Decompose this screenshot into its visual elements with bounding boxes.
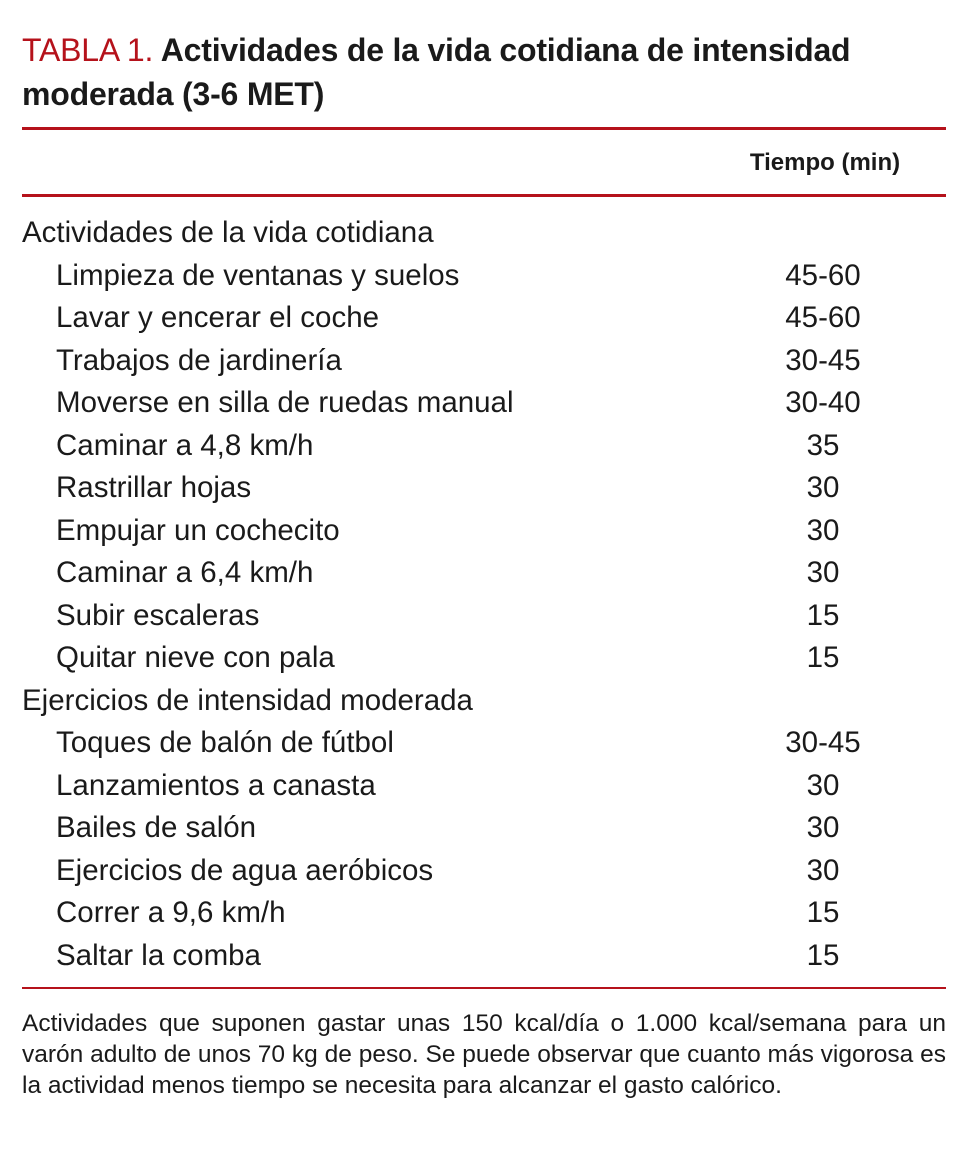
activity-time: 15 <box>806 641 840 674</box>
column-header-time: Tiempo (min) <box>749 149 901 176</box>
activity-name: Ejercicios de agua aeróbicos <box>56 853 434 887</box>
activity-name: Lanzamientos a canasta <box>56 768 376 802</box>
activity-time: 30-45 <box>785 726 861 759</box>
table-row <box>22 765 946 808</box>
table-row <box>22 637 946 680</box>
group-heading-daily-activities <box>22 212 946 255</box>
activity-time: 30-45 <box>785 343 861 377</box>
activity-time: 30 <box>806 471 840 504</box>
table-row <box>22 935 946 978</box>
activity-time: 15 <box>806 598 840 632</box>
activity-name: Saltar la comba <box>56 938 261 972</box>
table-title <box>22 28 922 116</box>
table-row <box>22 552 946 595</box>
group-heading-moderate-exercises <box>22 680 946 723</box>
activity-time: 30 <box>806 768 840 802</box>
table-row <box>22 467 946 510</box>
table-row <box>22 722 946 765</box>
bottom-rule <box>22 987 946 989</box>
activity-time: 45-60 <box>785 258 861 292</box>
table-label: TABLA 1. <box>22 32 154 68</box>
table-row <box>22 382 946 425</box>
table-body <box>22 212 946 977</box>
group-heading-label: Ejercicios de intensidad moderada <box>22 683 473 717</box>
table-row <box>22 595 946 638</box>
activity-time: 15 <box>806 938 840 972</box>
activity-name: Correr a 9,6 km/h <box>56 896 286 929</box>
table-row <box>22 255 946 298</box>
activity-time: 30 <box>806 853 840 887</box>
activity-time: 15 <box>806 896 840 929</box>
activity-name: Rastrillar hojas <box>56 471 252 504</box>
activity-name: Moverse en silla de ruedas manual <box>56 386 514 419</box>
table-row <box>22 340 946 383</box>
group-heading-label: Actividades de la vida cotidiana <box>22 216 434 249</box>
table-row <box>22 892 946 935</box>
activity-time: 45-60 <box>785 301 861 334</box>
table-row <box>22 807 946 850</box>
activity-name: Caminar a 6,4 km/h <box>56 556 314 589</box>
activity-time: 30 <box>806 556 840 589</box>
table-row <box>22 297 946 340</box>
activity-name: Toques de balón de fútbol <box>56 726 394 759</box>
table-title-text: Actividades de la vida cotidiana de intensidad moderada (3-6 MET) <box>22 32 851 112</box>
activity-name: Limpieza de ventanas y suelos <box>56 258 460 292</box>
table-row <box>22 425 946 468</box>
activity-name: Subir escaleras <box>56 598 260 632</box>
activity-time: 30-40 <box>785 386 861 419</box>
activity-name: Caminar a 4,8 km/h <box>56 428 314 462</box>
activity-name: Bailes de salón <box>56 811 257 844</box>
top-rule <box>22 127 946 130</box>
activity-time: 30 <box>806 811 840 844</box>
table-footnote: Actividades que suponen gastar unas 150 kcal/día o 1.000 kcal/semana para un varón adulto de unos 70 kg de peso. Se puede observar que cuanto más vigorosa es la actividad menos tiempo se necesita para alcanzar el gasto calórico. <box>22 1010 946 1099</box>
header-rule <box>22 194 946 197</box>
activity-name: Trabajos de jardinería <box>56 343 342 377</box>
activity-name: Quitar nieve con pala <box>56 641 335 674</box>
activity-name: Empujar un cochecito <box>56 513 340 547</box>
table-row <box>22 510 946 553</box>
activity-time: 35 <box>806 428 840 462</box>
table-row <box>22 850 946 893</box>
activity-name: Lavar y encerar el coche <box>56 301 380 334</box>
activity-time: 30 <box>806 513 840 547</box>
